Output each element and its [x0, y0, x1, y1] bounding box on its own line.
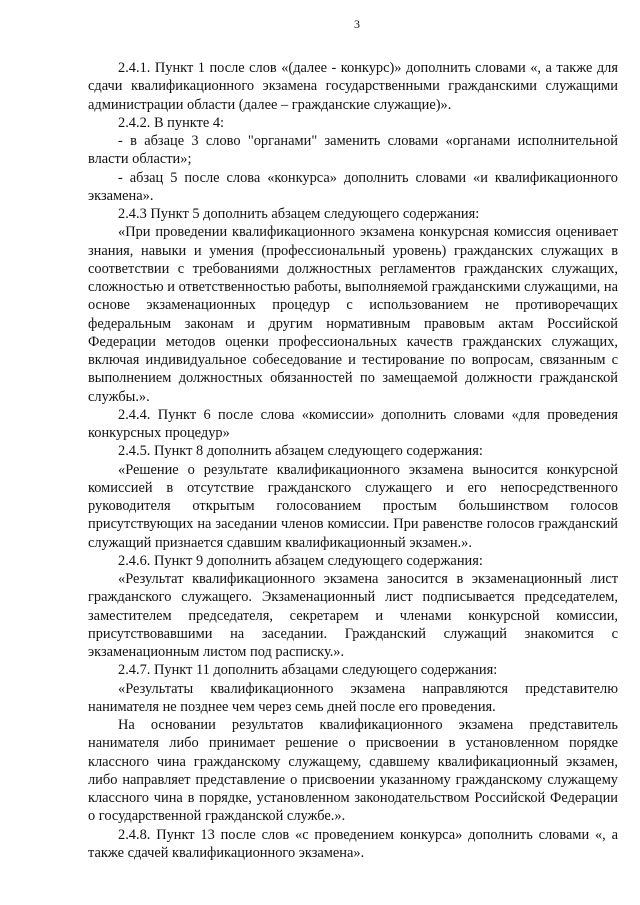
paragraph-2-4-8: 2.4.8. Пункт 13 после слов «с проведением конкурса» дополнить словами «, а также сдачей квалификационного экзамена».	[88, 826, 618, 861]
paragraph-2-4-7: 2.4.7. Пункт 11 дополнить абзацами следующего содержания:	[118, 662, 498, 679]
paragraph-2-4-2: 2.4.2. В пункте 4:	[118, 114, 225, 131]
paragraph-2-4-3: 2.4.3 Пункт 5 дополнить абзацем следующего содержания:	[118, 206, 480, 222]
page-number: 3	[354, 17, 360, 31]
paragraph-2-4-7-quote-2: На основании результатов квалификационного экзамена представитель нанимателя либо принимает решение о присвоении в установленном порядке классного чина гражданскому служащему, сдавшему квалификационный экзамен, либо направляет представление о присвоении указанному гражданскому служащему классного чина в порядке, установленном законодательством Российской Федерации о государственной гражданской службе.».	[88, 717, 618, 825]
paragraph-2-4-1: 2.4.1. Пункт 1 после слов «(далее - конкурс)» дополнить словами «, а также для сдачи квалификационного экзамена государственными гражданскими служащими администрации области (далее – гражданские служащие)».	[88, 60, 618, 113]
paragraph-2-4-6-quote: «Результат квалификационного экзамена заносится в экзаменационный лист гражданского служащего. Экзаменационный лист подписывается председателем, заместителем председателя, секретарем и членами конкурсной комиссии, присутствовавшими на заседании. Гражданский служащий знакомится с экзаменационным листом под расписку.».	[88, 571, 618, 660]
paragraph-2-4-5: 2.4.5. Пункт 8 дополнить абзацем следующего содержания:	[118, 443, 483, 460]
paragraph-2-4-4: 2.4.4. Пункт 6 после слова «комиссии» дополнить словами «для проведения конкурсных процедур»	[88, 406, 618, 441]
paragraph-2-4-2-item-2: - абзац 5 после слова «конкурса» дополнить словами «и квалификационного экзамена».	[88, 169, 618, 204]
document-page	[88, 16, 618, 862]
paragraph-2-4-2-item-1: - в абзаце 3 слово "органами" заменить словами «органами исполнительной власти области»;	[88, 133, 618, 168]
paragraph-2-4-7-quote-1: «Результаты квалификационного экзамена направляются представителю нанимателя не позднее чем через семь дней после его проведения.	[88, 680, 618, 715]
paragraph-2-4-5-quote: «Решение о результате квалификационного экзамена выносится конкурсной комиссией в отсутствие гражданского служащего и его непосредственного руководителя открытым голосованием простым большинством голосов присутствующих на заседании членов комиссии. При равенстве голосов гражданский служащий признается сдавшим квалификационный экзамен.».	[88, 461, 618, 551]
paragraph-2-4-3-quote: «При проведении квалификационного экзамена конкурсная комиссия оценивает знания, навыки и умения (профессиональный уровень) гражданских служащих в соответствии с требованиями должностных регламентов гражданских служащих, сложностью и ответственностью работы, выполняемой гражданскими служащими, на основе экзаменационных процедур с использованием не противоречащих федеральным законам и другим нормативным правовым актам Российской Федерации методов оценки профессиональных качеств гражданских служащих, включая индивидуальное собеседование и тестирование по вопросам, связанным с выполнением должностных обязанностей по замещаемой должности гражданской службы.».	[88, 224, 618, 405]
paragraph-2-4-6: 2.4.6. Пункт 9 дополнить абзацем следующего содержания:	[118, 552, 483, 569]
